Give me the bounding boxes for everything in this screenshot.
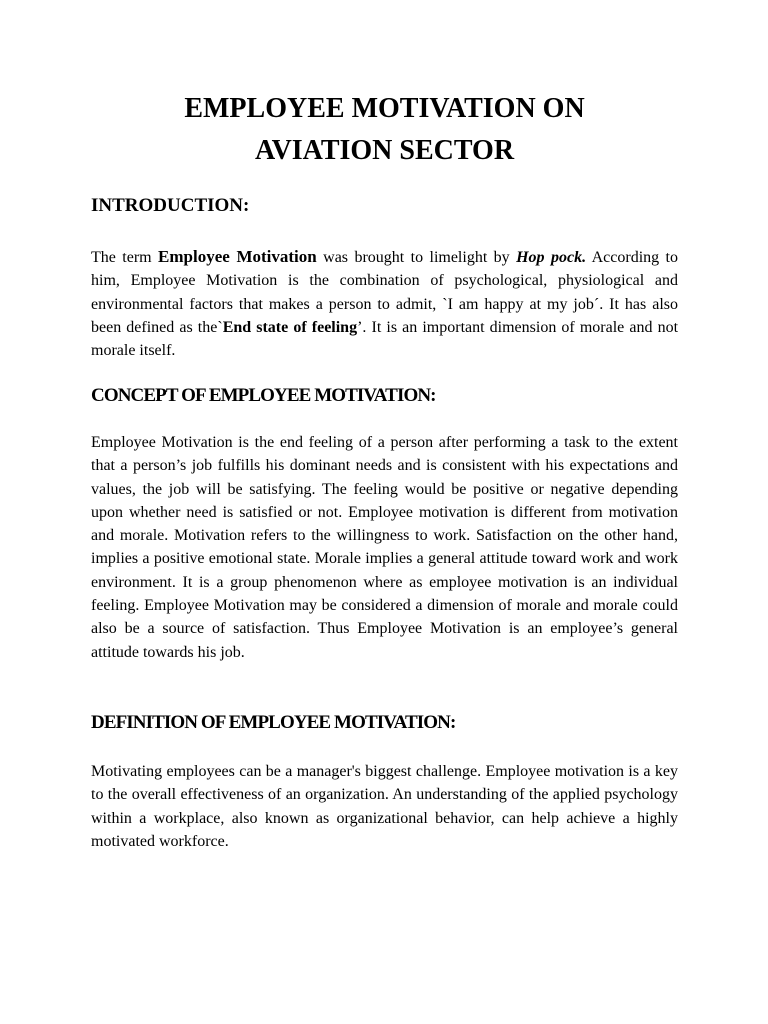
intro-text-4: ’. It is an important dimension of morale and not morale itself. (91, 318, 679, 360)
intro-text-2: was brought to limelight by (316, 249, 517, 266)
introduction-heading: INTRODUCTION: (91, 195, 250, 216)
document-page (91, 0, 678, 1024)
intro-phrase: End state of feeling (222, 318, 358, 336)
document-title (91, 88, 678, 172)
title-line-1: EMPLOYEE MOTIVATION ON (184, 93, 585, 124)
title-line-2: AVIATION SECTOR (254, 135, 515, 166)
definition-paragraph: Motivating employees can be a manager's biggest challenge. Employee motivation is a key to the overall effectiveness of an organization. An understanding of the applied psychology within a workplace, also known as organizational behavior, can help achieve a highly motivated workforce. (91, 763, 678, 850)
definition-heading: DEFINITION OF EMPLOYEE MOTIVATION: (91, 712, 456, 733)
intro-text-1: The term (91, 249, 159, 266)
introduction-paragraph (91, 245, 678, 362)
intro-text-3: According to him, Employee Motivation is the combination of psychological, physiological and environmental factors that makes a person to admit, `I am happy at my job´. It has also been defined as the` (91, 249, 679, 336)
concept-heading: CONCEPT OF EMPLOYEE MOTIVATION: (91, 385, 436, 406)
intro-term: Employee Motivation (158, 247, 317, 266)
concept-paragraph: Employee Motivation is the end feeling of a person after performing a task to the extent that a person’s job fulfills his dominant needs and is consistent with his expectations and values, the job will be satisfying. The feeling would be positive or negative depending upon whether need is satisfied or not. Employee motivation is different from motivation and morale. Motivation refers to the willingness to work. Satisfaction on the other hand, implies a positive emotional state. Morale implies a general attitude toward work and work environment. It is a group phenomenon where as employee motivation is an individual feeling. Employee Motivation may be considered a dimension of morale and morale could also be a source of satisfaction. Thus Employee Motivation is an employee’s general attitude towards his job. (91, 434, 678, 661)
intro-author-name: Hop pock. (516, 249, 587, 266)
